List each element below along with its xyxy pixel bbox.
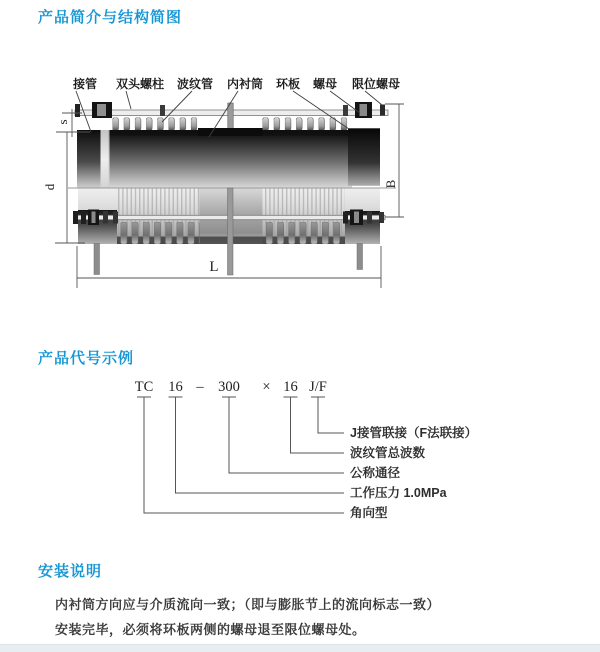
structure-diagram	[0, 60, 600, 300]
hanging-rod-left	[94, 244, 100, 275]
weld-seam	[100, 130, 110, 188]
callout-lines	[137, 397, 344, 513]
part-label-jieguan: 接管	[72, 77, 98, 91]
main-tube	[108, 130, 352, 188]
part-labels	[72, 76, 400, 91]
callout-waves: 波纹管总波数	[350, 446, 426, 460]
code-part-times: ×	[262, 379, 271, 395]
part-label-bowenguan: 波纹管	[176, 77, 214, 91]
dim-label-d: d	[42, 183, 57, 191]
product-code-diagram	[0, 378, 600, 528]
bellows-ribs-left	[113, 118, 198, 131]
code-parts	[135, 379, 327, 395]
inner-liner-top	[198, 128, 263, 136]
section-title-install: 安装说明	[38, 563, 103, 580]
callout-connection: J接管联接（F法联接）	[350, 426, 478, 440]
code-part-pressure: 16	[168, 379, 183, 395]
callout-labels	[350, 425, 477, 520]
end-cap-right	[348, 128, 380, 186]
part-label-huanban: 环板	[275, 77, 301, 91]
dim-label-L: L	[209, 259, 219, 275]
callout-pressure: 工作压力 1.0MPa	[350, 486, 447, 500]
end-cap-left	[77, 130, 101, 188]
dim-label-s: s	[55, 119, 70, 125]
section-title-intro: 产品简介与结构简图	[38, 9, 183, 26]
section-title-code: 产品代号示例	[38, 350, 135, 367]
installation-line-1: 内衬筒方向应与介质流向一致；（即与膨胀节上的流向标志一致）	[55, 597, 441, 612]
code-part-waves: 16	[283, 379, 298, 395]
lower-ribs-left	[121, 222, 200, 244]
code-part-dash: –	[196, 379, 204, 395]
part-label-luomu: 螺母	[312, 77, 338, 91]
upper-body	[75, 102, 388, 188]
code-part-diameter: 300	[218, 379, 240, 395]
part-label-neichentong: 内衬筒	[226, 77, 264, 91]
part-label-xianwei: 限位螺母	[351, 77, 401, 91]
code-part-connection: J/F	[309, 379, 327, 395]
page-bottom-edge	[0, 644, 600, 652]
part-label-shuangtou: 双头螺柱	[115, 77, 165, 91]
hanging-rod-right	[357, 244, 363, 270]
installation-line-2: 安装完毕，必须将环板两侧的螺母退至限位螺母处。	[55, 622, 366, 637]
center-stud	[228, 103, 233, 131]
installation-notes	[55, 592, 565, 642]
callout-diameter: 公称通径	[350, 466, 401, 480]
center-rod-bottom	[228, 188, 234, 275]
callout-type: 角向型	[350, 506, 388, 520]
lower-ribs-right	[266, 222, 340, 244]
dim-label-B: B	[383, 179, 398, 189]
code-part-type: TC	[134, 379, 154, 395]
